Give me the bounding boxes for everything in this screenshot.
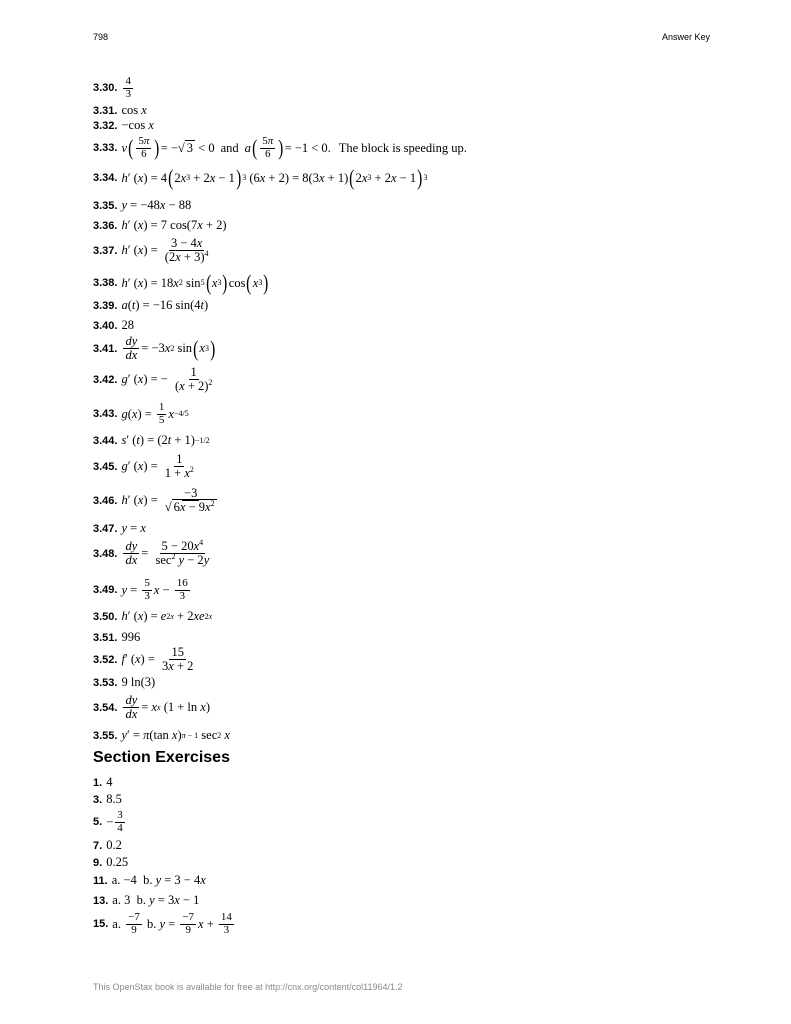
- answer-3-36: [93, 218, 227, 233]
- math-expression: a ( t ) = −16 sin(4 t ): [121, 298, 209, 312]
- answer-number: 3.50.: [93, 610, 118, 623]
- exercise-number: 11.: [93, 874, 108, 887]
- answer-value: 0.25: [106, 855, 129, 869]
- answer-number: 3.45.: [93, 460, 118, 473]
- answer-3-34: [93, 167, 427, 189]
- answer-number: 3.32.: [93, 119, 118, 132]
- answer-3-35: [93, 198, 191, 213]
- answer-3-53: [93, 675, 155, 690]
- exercise-number: 5.: [93, 816, 103, 829]
- answer-number: 3.39.: [93, 299, 118, 312]
- answer-3-31: [93, 103, 147, 118]
- math-expression: y = $\frac{5}{3}$ x − $\frac{16}{3}$: [121, 577, 188, 602]
- exercise-number: 15.: [93, 918, 109, 931]
- part-label: b.: [143, 873, 153, 887]
- part-label: b.: [146, 916, 157, 931]
- exercise-1: [93, 775, 112, 790]
- answer-3-41: [93, 335, 216, 362]
- math-expression: $\frac{4}{3}$: [125, 75, 131, 100]
- math-expression: h ′ ( x ) = $\frac{-3}{√ 6x - 9x^2}$: [121, 486, 215, 515]
- answer-number: 3.48.: [93, 547, 118, 560]
- math-expression: h ′ ( x ) = 7 cos(7 x + 2): [121, 218, 227, 232]
- section-title: Section Exercises: [93, 749, 230, 766]
- exercise-7: [93, 838, 122, 853]
- answer-3-32: [93, 118, 154, 133]
- exercise-number: 7.: [93, 839, 103, 852]
- math-expression: a. 3 b. y = 3 x − 1: [112, 893, 200, 907]
- exercise-5: [93, 810, 127, 834]
- exercise-11: [93, 873, 206, 888]
- answer-number: 3.30.: [93, 82, 118, 95]
- exercise-15: [93, 912, 236, 936]
- answer-3-46: [93, 487, 221, 514]
- answer-3-54: [93, 694, 210, 721]
- part-label: a.: [112, 916, 121, 931]
- answer-3-38: [93, 272, 270, 294]
- answer-3-48: [93, 537, 213, 568]
- part-label: a.: [112, 893, 121, 907]
- math-expression: y ′ = π (tan x ) π − 1 sec 2 x: [121, 728, 230, 742]
- answer-3-39: [93, 298, 208, 313]
- answer-number: 3.46.: [93, 494, 118, 507]
- answer-3-30: [93, 76, 135, 100]
- answer-3-49: [93, 578, 192, 602]
- math-expression: y = x: [121, 521, 146, 535]
- exercise-number: 3.: [93, 793, 103, 806]
- answer-number: 3.38.: [93, 277, 118, 289]
- answer-number: 3.54.: [93, 701, 118, 714]
- math-expression: cos x: [121, 103, 147, 117]
- exercise-3: [93, 792, 122, 807]
- answer-3-47: [93, 521, 146, 536]
- answer-3-55: [93, 728, 230, 743]
- answer-number: 3.40.: [93, 319, 118, 332]
- answer-number: 3.34.: [93, 172, 118, 184]
- answer-number: 3.33.: [93, 142, 118, 155]
- math-expression: g ′ ( x ) = $\frac{1}{1 + x^2}$: [121, 452, 194, 481]
- exercise-number: 13.: [93, 894, 109, 907]
- running-header: Answer Key: [661, 32, 710, 42]
- exercise-number: 9.: [93, 856, 103, 869]
- exercise-9: [93, 855, 128, 870]
- answer-number: 3.37.: [93, 244, 118, 257]
- conjunction: and: [220, 140, 239, 155]
- math-expression: $\frac{dy}{dx}$ = x x (1 + ln x ): [125, 693, 211, 722]
- math-expression: a. −4 b. y = 3 − 4 x: [111, 873, 206, 887]
- math-expression: $\frac{dy}{dx}$ = −3 x 2 sin ( x 3 ): [125, 334, 216, 363]
- answer-sentence: The block is speeding up.: [338, 140, 467, 155]
- answer-number: 3.49.: [93, 584, 118, 597]
- math-expression: h ′ ( x ) = 4 ( 2 x 3 + 2 x − 1 ) 3 (6 x + 2) = 8(3 x + 1) ( 2 x 3 + 2 x − 1 ) 3: [121, 165, 428, 190]
- answer-number: 3.35.: [93, 199, 118, 212]
- page-number: 798: [93, 32, 109, 42]
- answer-3-44: [93, 433, 210, 448]
- answer-number: 3.36.: [93, 219, 118, 232]
- answer-3-50: [93, 609, 212, 624]
- math-expression: − $\frac{3}{4}$: [106, 809, 123, 834]
- answer-number: 3.44.: [93, 434, 118, 447]
- math-expression: h ′ ( x ) = e 2x + 2 xe 2x: [121, 609, 213, 623]
- answer-number: 3.43.: [93, 408, 118, 421]
- answer-value: 28: [121, 318, 134, 332]
- answer-number: 3.31.: [93, 104, 118, 117]
- answer-3-43: [93, 402, 189, 426]
- math-expression: g ( x ) = $\frac{1}{5}$ x −4/5: [121, 401, 189, 426]
- math-expression: 9 ln(3): [121, 675, 156, 689]
- answer-value: 8.5: [106, 792, 122, 806]
- math-expression: h ′ ( x ) = $\frac{3 - 4x}{(2x + 3)^4}$: [121, 236, 209, 265]
- answer-number: 3.41.: [93, 342, 118, 355]
- answer-number: 3.47.: [93, 522, 118, 535]
- answer-3-33: [93, 136, 467, 160]
- exercise-13: [93, 893, 199, 908]
- footer-text: This OpenStax book is available for free at http://cnx.org/content/col11964/1.2: [93, 982, 403, 992]
- answer-number: 3.52.: [93, 653, 118, 666]
- answer-3-42: [93, 366, 216, 393]
- math-expression: s ′ ( t ) = (2 t + 1) −1/2: [121, 433, 210, 447]
- math-expression: −cos x: [121, 118, 154, 132]
- math-expression: $\frac{dy}{dx}$ = $\frac{5 - 20x^4}{\sec^2 y - 2y}$: [125, 537, 210, 568]
- answer-number: 3.55.: [93, 729, 118, 742]
- math-expression: a. $\frac{-7}{9}$ b. y = $\frac{-7}{9}$ x + $\frac{14}{3}$: [112, 911, 232, 936]
- answer-3-51: [93, 630, 140, 645]
- math-expression: f ′ ( x ) = $\frac{15}{3x + 2}$: [121, 645, 194, 674]
- answer-value: 996: [121, 630, 141, 644]
- exercise-number: 1.: [93, 776, 103, 789]
- math-expression: y = −48 x − 88: [121, 198, 192, 212]
- math-expression: v ( $\frac{5\pi}{6}$ ) = −√ 3 < 0 and a ( $\frac{5\pi}{6}$ ) = −1 < 0.: [121, 135, 331, 161]
- math-expression: h ′ ( x ) = 18 x 2 sin 5 ( x 3 ) cos ( x 3 ): [121, 270, 269, 295]
- part-label: b.: [136, 893, 146, 907]
- answer-3-40: [93, 318, 134, 333]
- answer-value: 4: [106, 775, 113, 789]
- answer-3-45: [93, 453, 198, 480]
- answer-number: 3.53.: [93, 676, 118, 689]
- part-label: a.: [111, 873, 121, 887]
- answer-3-37: [93, 237, 212, 264]
- answer-3-52: [93, 646, 197, 673]
- answer-number: 3.42.: [93, 373, 118, 386]
- answer-value: 0.2: [106, 838, 122, 852]
- math-expression: g ′ ( x ) = − $\frac{1}{(x + 2)^2}$: [121, 365, 213, 394]
- answer-number: 3.51.: [93, 631, 118, 644]
